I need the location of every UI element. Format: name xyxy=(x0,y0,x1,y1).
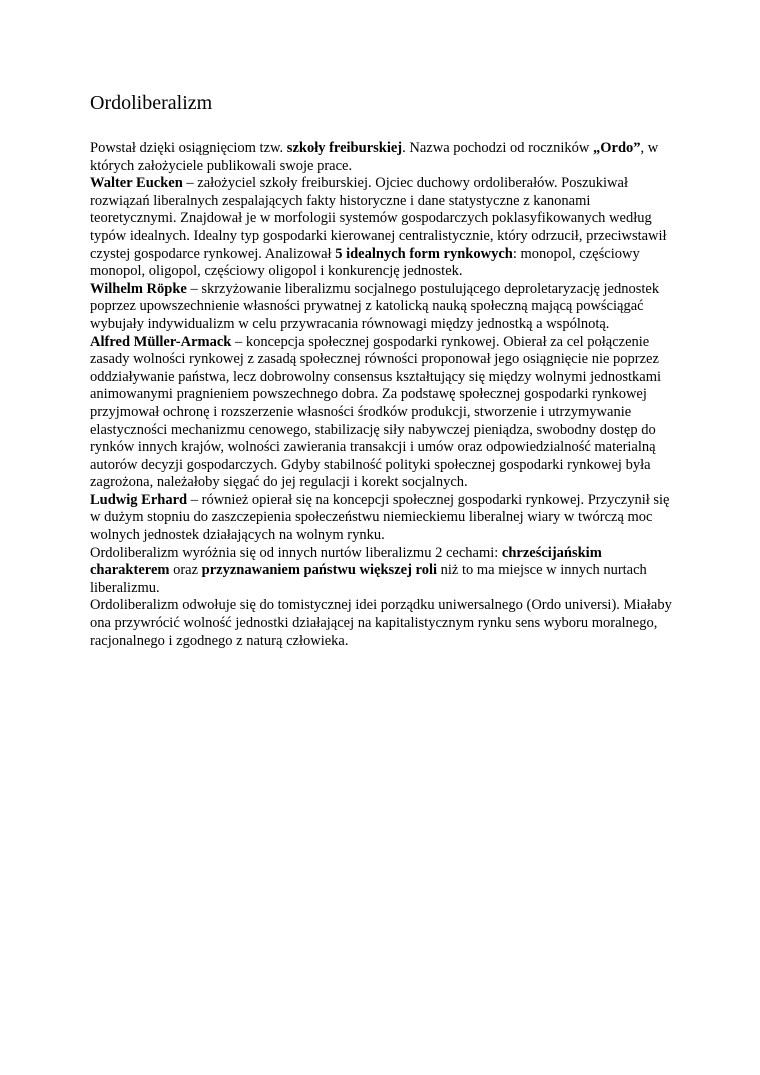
text-run: – skrzyżowanie liberalizmu socjalnego postulującego deproletaryzację jednostek poprzez upowszechnienie własności prywatnej z katolicką nauką społeczną mającą powściągać wybujały indywidualizm w celu przywracania równowagi między jednostką a wspólnotą. xyxy=(90,280,660,332)
paragraph xyxy=(90,281,680,334)
bold-text-run: Ludwig Erhard xyxy=(90,491,188,508)
paragraph xyxy=(90,492,680,545)
paragraph xyxy=(90,140,680,175)
bold-text-run: Alfred Müller-Armack xyxy=(90,333,232,350)
bold-text-run: „Ordo” xyxy=(592,140,641,156)
bold-text-run: chrześcijańskim charakterem xyxy=(90,544,602,579)
bold-text-run: Wilhelm Röpke xyxy=(90,280,187,297)
bold-text-run: 5 idealnych form rynkowych xyxy=(335,245,513,262)
document-body xyxy=(90,140,680,650)
text-run: oraz xyxy=(169,562,202,579)
paragraph xyxy=(90,545,680,598)
text-run: : monopol, częściowy monopol, oligopol, częściowy oligopol i konkurencję jednostek. xyxy=(90,245,640,280)
paragraph xyxy=(90,597,680,650)
text-run: Ordoliberalizm odwołuje się do tomistycznej idei porządku uniwersalnego (Ordo universi). Miałaby ona przywrócić wolność jednostki działającej na kapitalistycznym rynku sens wyboru moralnego, racjonalnego i zgodnego z naturą człowieka. xyxy=(90,597,672,649)
text-run: . Nazwa pochodzi od roczników xyxy=(402,140,593,156)
text-run: – koncepcja społecznej gospodarki rynkowej. Obierał za cel połączenie zasady wolności rynkowej z zasadą społecznej równości proponował jego osiągnięcie nie poprzez oddziaływanie państwa, lecz dobrowolny consensus kształtujący się między wolnymi jednostkami animowanymi pragnieniem powszechnego dobra. Za podstawę społecznej gospodarki rynkowej przyjmował ochronę i rozszerzenie własności środków produkcji, stworzenie i utrzymywanie elastyczności mechanizmu cenowego, stabilizację siły nabywczej pieniądza, swobodny dostęp do rynków innych krajów, wolności zawierania transakcji i umów oraz odpowiedzialność materialną autorów decyzji gospodarczych. Gdyby stabilność polityki społecznej gospodarki rynkowej była zagrożona, należałoby sięgać do jej regulacji i korekt socjalnych. xyxy=(90,333,662,491)
bold-text-run: Walter Eucken xyxy=(90,175,183,192)
paragraph xyxy=(90,334,680,492)
document-page xyxy=(90,90,680,650)
text-run: Ordoliberalizm wyróżnia się od innych nurtów liberalizmu 2 cechami: xyxy=(90,544,502,561)
text-run: niż to ma miejsce w innych nurtach liberalizmu. xyxy=(90,562,647,596)
text-run: , w których założyciele publikowali swoje prace. xyxy=(90,140,659,174)
text-run: – założyciel szkoły freiburskiej. Ojciec duchowy ordoliberałów. Poszukiwał rozwiązań liberalnych zespalających fakty historyczne i dane statystyczne z kanonami teoretycznymi. Znajdował je w morfologii systemów gospodarczych poklasyfikowanych według typów idealnych. Idealny typ gospodarki kierowanej centralistycznie, który odrzucił, przeciwstawił czystej gospodarce rynkowej. Analizował xyxy=(90,175,667,262)
paragraph xyxy=(90,175,680,281)
bold-text-run: przyznawaniem państwu większej roli xyxy=(201,562,438,579)
text-run: – również opierał się na koncepcji społecznej gospodarki rynkowej. Przyczynił się w dużym stopniu do zaszczepienia społeczeństwu niemieckiemu liberalnej wiary w twórczą moc wolnych jednostek działających na wolnym rynku. xyxy=(90,491,670,544)
bold-text-run: szkoły freiburskiej xyxy=(286,140,403,156)
text-run: Powstał dzięki osiągnięciom tzw. xyxy=(90,140,287,156)
document-title: Ordoliberalizm xyxy=(90,92,213,114)
